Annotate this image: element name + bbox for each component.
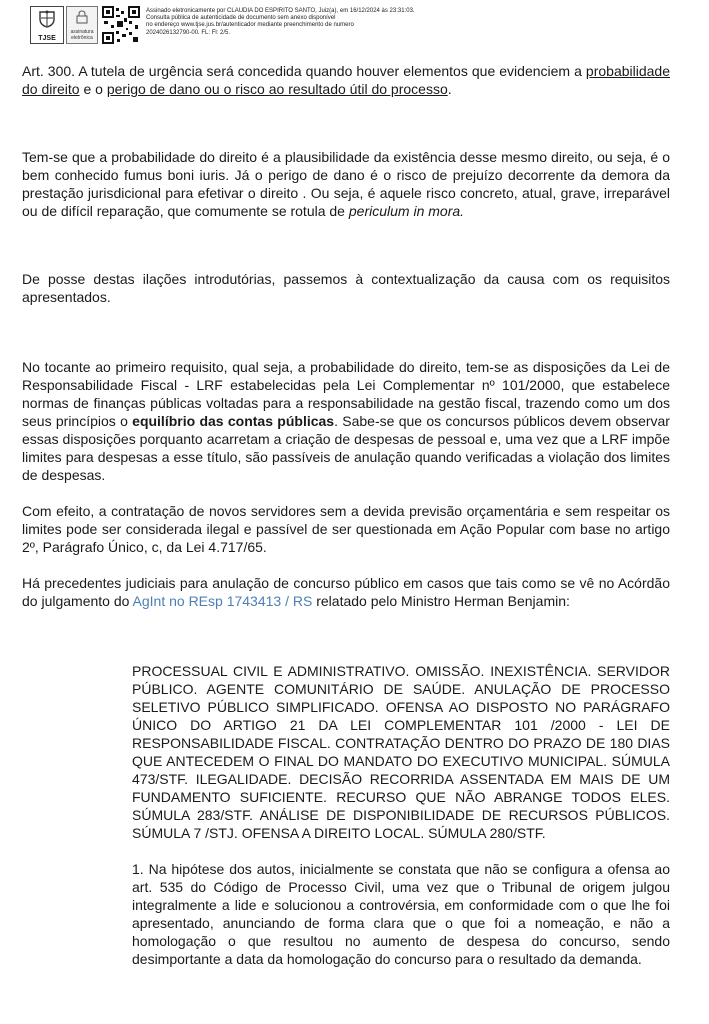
electronic-signature-badge <box>66 6 98 44</box>
tjse-seal <box>30 6 64 44</box>
italic-text: periculum in mora. <box>348 203 465 219</box>
text: e o <box>79 81 107 97</box>
signature-line: no endereço www.tjse.jus.br/autenticador mediante preenchimento de numero <box>146 22 354 29</box>
paragraph-com-efeito: Com efeito, a contratação de novos servidores sem a devida previsão orçamentária e sem respeitar os limites pode ser considerada ilegal e passível de ser questionada em Ação Popular com base no artigo 2º, Parágrafo Único, c, da Lei 4.717/65. <box>22 503 670 555</box>
badge-label-2: eletrônica <box>71 35 93 41</box>
badge-label-1: assinatura <box>70 29 94 35</box>
text: . Sabe-se que os concursos públicos devem observar essas disposições porquanto acarretam a criação de despesas de pessoal e, uma vez que a LRF impõe limites para despesas a esse título, são passíveis de anulação quando verificadas a violação dos limites de despesas. <box>22 413 670 483</box>
signature-info <box>146 8 415 37</box>
signature-line: Consulta pública de autenticidade de documento sem anexo disponível <box>146 15 336 22</box>
signature-line: 2024026132790-00. FL: Fl: 2/5. <box>146 29 231 36</box>
seal-label: TJSE <box>38 35 56 42</box>
text: . <box>447 81 452 97</box>
text: Tem-se que a probabilidade do direito é a plausibilidade da existência desse mesmo direito, ou seja, é o bem conhecido fumus boni iuris. Já o perigo de dano é o risco de prejuízo decorrente da demora da prestação jurisdicional para efetivar o direito . Ou seja, é aquele risco concreto, atual, grave, irreparável ou de difícil reparação, que comumente se rotula de <box>22 149 670 219</box>
document-body <box>22 62 670 968</box>
paragraph-precedentes <box>22 574 670 610</box>
text: relatado pelo Ministro Herman Benjamin: <box>312 593 570 609</box>
paragraph-art-300 <box>22 62 670 98</box>
underlined-text: probabilidade do direito <box>22 63 670 97</box>
qr-code-icon <box>102 6 140 44</box>
case-link[interactable]: AgInt no REsp 1743413 / RS <box>132 593 313 609</box>
signature-header <box>30 6 690 46</box>
paragraph-probabilidade <box>22 148 670 220</box>
bold-text: equilíbrio das contas públicas <box>132 413 335 429</box>
text: Art. 300. A tutela de urgência será concedida quando houver elementos que evidenciem a <box>22 63 586 79</box>
lock-icon <box>76 10 88 24</box>
paragraph-contextualizacao: De posse destas ilações introdutórias, passemos à contextualização da causa com os requisitos apresentados. <box>22 271 670 305</box>
quote-item-1: 1. Na hipótese dos autos, inicialmente se constata que não se configura a ofensa ao art. 535 do Código de Processo Civil, uma vez que o Tribunal de origem julgou integralmente a lide e solucionou a controvérsia, em conformidade com o que lhe foi apresentado, anunciando de forma clara que o que foi a nomeação, e não a homologação o que resultou no aumento de despesa do concurso, sendo desimportante a data da homologação do concurso para o resultado da demanda. <box>132 861 670 967</box>
coat-of-arms-icon <box>37 10 57 28</box>
text: No tocante ao primeiro requisito, qual seja, a probabilidade do direito, tem-se as disposições da Lei de Responsabilidade Fiscal - LRF estabelecidas pela Lei Complementar nº 101/2000, que estabelece normas de finanças públicas voltadas para a responsabilidade na gestão fiscal, trazendo como um dos seus princípios o <box>22 359 670 429</box>
text: Há precedentes judiciais para anulação de concurso público em casos que tais como se vê no Acórdão do julgamento do <box>22 575 670 609</box>
underlined-text: perigo de dano ou o risco ao resultado útil do processo <box>106 81 448 97</box>
paragraph-primeiro-requisito <box>22 358 670 484</box>
signature-line: Assinado eletronicamente por CLAUDIA DO ESPIRITO SANTO, Juiz(a), em 16/12/2024 às 23:31:03. <box>146 8 415 14</box>
quote-ementa: PROCESSUAL CIVIL E ADMINISTRATIVO. OMISSÃO. INEXISTÊNCIA. SERVIDOR PÚBLICO. AGENTE COMUNITÁRIO DE SAÚDE. ANULAÇÃO DE PROCESSO SELETIVO PÚBLICO SIMPLIFICADO. OFENSA AO DISPOSTO NO PARÁGRAFO ÚNICO DO ARTIGO 21 DA LEI COMPLEMENTAR 101 /2000 - LEI DE RESPONSABILIDADE FISCAL. CONTRATAÇÃO DENTRO DO PRAZO DE 180 DIAS QUE ANTECEDEM O FINAL DO MANDATO DO EXECUTIVO MUNICIPAL. SÚMULA 473/STF. ILEGALIDADE. DECISÃO RECORRIDA ASSENTADA EM MAIS DE UM FUNDAMENTO SUFICIENTE. RECURSO QUE NÃO ABRANGE TODOS ELES. SÚMULA 283/STF. ANÁLISE DE DISPONIBILIDADE DE RECURSOS PÚBLICOS. SÚMULA 7 /STJ. OFENSA A DIREITO LOCAL. SÚMULA 280/STF. <box>132 663 670 841</box>
